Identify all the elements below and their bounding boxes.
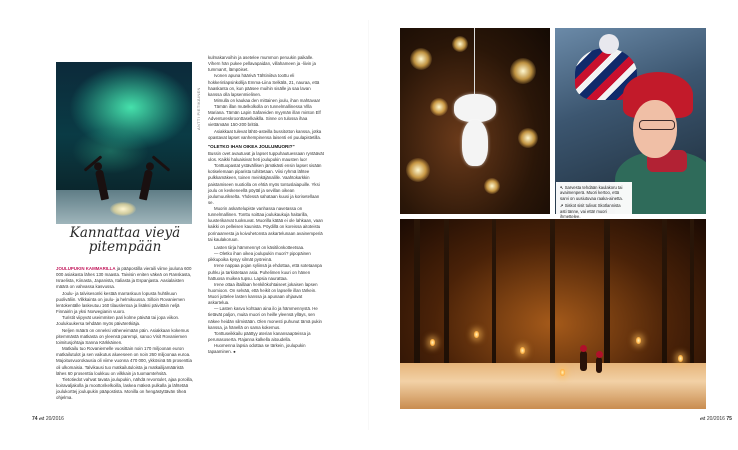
lantern [430,339,435,346]
lantern [474,331,479,338]
forest-lanterns-photo [400,219,706,409]
lead-paragraph: Tietotiedot vahvat tavata joulupukin, nähdä revontulet, ajaa poroilla, koiravaljakolla ja moottorikelkoilla, laskea mäkeä pulkalla ja lähtetää joulukorttej joulupukin pääpostista. Monilla on hengästyttävän tiheä ohjelma. [56,376,194,401]
bokeh-light [452,36,468,52]
lead-paragraph: JOULUPUKIN KAMMARILLA ja pääpostilla vieraili viime jouluna 600 000 asiakasta lähes 130 maasta. Taivisin eniten väkeä on Ranskasta, Israelista, Kiinasta, Japanista, Italiasta ja Espanjasta. Aasialaisten määrä on vahvassa kasvussa. [56,266,192,290]
body-paragraph: — Oletko ihan oikea joulupukin muori? pipopäinen pikkupoika kysyy silmät pyöreinä. [208,251,311,263]
lead-paragraph: Joulu- ja talvisesonki kestää marraskuun lopusta huhtikuun puoliväliin. Vilkkainta on joulu- ja helmikuussa. Silloin Rovaniemen lentokentälle laskeutuu 160 tilauslentoa ja lisäksi päivittäin neljä Finnairin ja yksi Norwegianin vuoro. [56,290,185,315]
lead-paragraph: Turistit viipyvät useimmiten pari kolme päivää tai jopa viikon. Joulukuukersa tehdään myös päiväretkiäja. [56,315,180,327]
magazine-logo: et [700,416,706,422]
body-paragraph: kulmakarvoihin ja asetelee mummon peruukin paikalle. Vihern hän pukee pellavapaidan, villahameen ja -liivin ja tummanrt, lämpöiset. [208,55,316,73]
lead-paragraph: Matkailu tuo Rovaniemelle vuosittain noin 170 miljoonan euron matkailutulot ja sen vaikutus alueeseen on noin 260 miljoonaa euroa. Majoitusvuorokausia oli viime vuonna 470 000, ykkösinä 55 prosenttia oli ulkomaisia. Talvikausi tuo matkailutuloista ja matkailijamääristä lähes 60 prosenttia loukkuu on vilkkain ja tuomamtehsitä. [56,346,192,376]
walking-child [596,357,602,373]
body-column-bottom [208,245,324,355]
caption-1: ↖ Sarvesta tehdään kaulakoru tai avaimenperä. Muori kertoo, että sarvi on uusiutuvaa raaka-ainetta. [560,185,623,201]
bokeh-light [406,158,430,182]
bokeh-light [410,48,432,70]
magazine-logo: et [38,416,45,422]
walking-person [580,351,587,371]
body-paragraph: Tonttuopastat ystävällisen jämäkästi ensin lapset sisään kotiselemaan piparista tuhittetaan. Viisi ryhmä lähtee pulkkamäkeen, toinen meinkäjänalille. Vaahtokarkkin paistamiseen nuotiolla on ehtiä myös tontuslaiapuille. Yksi joulu on keskeneellä pöytäl ja sevillan oikean joulumuurikselta. Yhdessä sahataan kuusi ja korisetellaan se. [208,163,322,205]
antler-ornament [462,120,488,166]
snowy-path [400,363,706,409]
headline: Kannattaa vieyä pitempään [69,225,181,255]
lantern [560,369,565,376]
body-paragraph: Lasten tiirja hämmennyt on käsitilonkotteetsaa. [214,245,305,250]
subheading: "OLETKO IHAN OIKEA JOULUMUORI?" [208,143,295,149]
aurora-photo [56,62,192,224]
issue-number: 20/2016 [45,416,64,422]
bokeh-light [484,178,500,194]
lead-paragraph: Neljen määrä on onneksi väheneimään päin. Asiakkaan kokemus pitemmästä matkasta on yleensä parempi, sanoo Visit Rovaniemen toimitusjohtaja Sanna Kärkkäinen. [56,327,189,345]
body-paragraph: Muorin askartelupiste vanhassa navetassa on tunnelmallinen. Tonttu soittaa joulukaukuja haitarilla, luusterikarvat tuoksuvat. Muorilla kätää ei ole lahkaan, vaan kaikki on pelleisen kaunista. Pöydillä on koreissa aitoteistu porinaarvesta ja koivuhetonsta askartelunaan avainemperiä tai kaulakoruun. [208,206,323,242]
page-number: 75 [726,416,732,422]
hat-pompom [599,34,619,54]
body-paragraph: Huomenna lapsia odottaa se tärkein, joulupukin tapaaminen. ● [208,343,306,355]
lead-kicker: JOULUPUKIN KAMMARILLA [56,266,116,271]
body-paragraph: Bussin ovet avautuvat ja lapset tuppuhautuessaan ryntäävät ulos. Kaikki haluaisivat heti joulupukin mausten luo! [208,150,324,162]
body-paragraph: Tonttuseikkailu päättyy aterian kanansaapteissa ja perunasoserta. Rajanna kalkella aitoudella. [208,330,311,342]
page-number: 74 [32,416,38,422]
lights-ornament-photo [400,28,550,214]
lantern [636,337,641,344]
body-paragraph: — Lasten kasvu kohtaan aina ilo ja hämmennystä. He tietävät paljon, muita muori on heille yleensä ylläys, sen näkee heidän silmistään. Olen monesti puhunut tämä pukin kanssa, ja hänellä on sama kokemus. [208,306,322,330]
caption-arrow-icon: ↖ [560,185,564,190]
body-paragraph: Asiakkaat tulevat lähtö-asteilla bussitotton kanssa, jotka opastavat lapset vanhempinensa laisenti eri puulapistetilla. [208,128,322,140]
glasses [639,120,675,130]
folio-right [700,416,732,422]
bokeh-light [510,58,536,84]
body-paragraph: Ivonen apuna häärivä Tähtiniitva toottu eli hokkerinlapsinkollija Emma-Liina Selkälä, 21, nauraa, että haaskanta on, kun pääsee muihin sisälle ja saa lavan kanssa olla lapsenmielinen. [208,73,320,97]
body-paragraph: Mimulla on kaukaa den mittainen joulu, ihan mahtavaa! [214,97,321,103]
raised-arm [152,155,171,171]
bokeh-light [518,128,538,148]
body-column-top [208,55,324,243]
issue-number: 20/2016 [706,416,725,422]
folio-left [32,416,64,422]
caption-arrow-icon: ↗ [560,203,564,209]
caption-2: ↗ Siskot sisit tulivat Skotlannista asti tänne, vai että! muori ihmettelee. [560,203,621,220]
antler-ornament [454,94,496,122]
ornament-string [474,28,475,98]
body-paragraph: Tämän illan mutelkolkolla on tunnelmallinessa Villa Mariana. Tämän Lapin Safareiden myymän illan minton Elf Adventureskroonttaselkaiklla. Sinne on tulossa ihaa viettämään 150-200 brittiä. [208,104,321,128]
lantern [520,347,525,354]
photo-credit: ANTTI PIETIKÄINEN [196,87,201,130]
body-paragraph: Irene nappaa pojan syliinsä ja ehdottaa, että sotetaanpa puhku ja tarkistetaan asia. Puhelimen kuuri on hänen hattuosa muikea tupsu. Lapsia naurattaa. [208,263,322,281]
lead-text [56,266,194,401]
lantern-glow [110,202,136,216]
bokeh-light [430,98,448,116]
body-paragraph: Irene ottaa iltaillaan henkilökohtaiseet jokaisen lapsen huomioon. On selvää, että heikit on lapselle illan tärkein. Muori juttelee lasten kanssa ja apunaan ohjaavat askartelua. [208,281,318,306]
lantern [678,355,683,362]
